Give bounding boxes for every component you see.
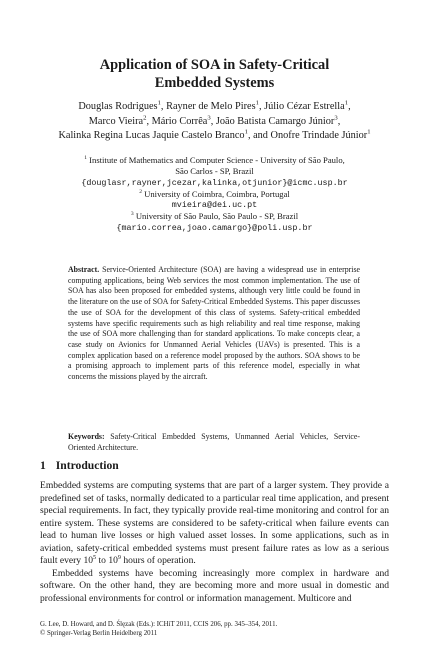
author-separator: ,	[160, 101, 167, 112]
author-name: Onofre Trindade Júnior	[270, 130, 368, 141]
author-separator: , and	[247, 130, 271, 141]
copyright-line: © Springer-Verlag Berlin Heidelberg 2011	[40, 629, 158, 637]
section-number: 1	[40, 459, 46, 472]
abstract-label: Abstract.	[68, 265, 100, 274]
author-affiliation-mark: 3	[207, 114, 211, 122]
author-name: Douglas Rodrigues	[78, 101, 158, 112]
author-name: Rayner de Melo Pires	[166, 101, 256, 112]
author-name: Mário Corrêa	[151, 115, 208, 127]
exponent: 5	[93, 554, 97, 562]
author-line-3	[14, 129, 415, 144]
author-line-2	[14, 115, 415, 130]
affiliation-2	[30, 189, 399, 200]
author-separator: ,	[348, 101, 351, 112]
paragraph-1-text: Embedded systems are computing systems that are part of a larger system. They provide a predefined set of tasks, normally dedicated to a particular real time application, and present special requirements. In fact, they typically provide real-time monitoring and control for an entire system. These systems are considered to be safety-critical when failure events can lead to human live losses or high valued asset losses. In some applications, such as in aviation, safety-critical embedded systems must present failure rates as low as a serious fault every 10	[40, 480, 389, 567]
affiliation-city: São Carlos - SP, Brazil	[175, 166, 254, 177]
paragraph-1	[40, 480, 389, 568]
title-line-2: Embedded Systems	[154, 75, 275, 91]
paragraph-1-text-cont: to 10	[96, 555, 118, 567]
section-heading	[40, 459, 119, 472]
affiliation-number: 2	[139, 189, 143, 196]
affiliation-institution: University of São Paulo, São Paulo - SP, Brazil	[135, 211, 299, 222]
affiliation-institution: Institute of Mathematics and Computer Science - University of São Paulo,	[89, 155, 345, 165]
citation-line: G. Lee, D. Howard, and D. Ślęzak (Eds.): ICHiT 2011, CCIS 206, pp. 345–354, 2011.	[40, 621, 278, 628]
paragraph-2: Embedded systems have becoming increasingly more complex in hardware and software. On the other hand, they are becoming more and more usual in domestic and professional environments for control or information management. Multicore and	[40, 567, 389, 604]
abstract	[68, 265, 360, 383]
affiliation-email: {douglasr,rayner,jcezar,kalinka,otjunior}@icmc.usp.br	[81, 177, 348, 188]
paper-title	[40, 56, 389, 92]
author-affiliation-mark: 1	[157, 99, 161, 107]
keywords-text: Safety-Critical Embedded Systems, Unmanned Aerial Vehicles, Service-Oriented Architecture.	[68, 432, 360, 452]
body-text	[40, 480, 389, 605]
keywords	[68, 432, 360, 453]
affiliation-number: 1	[84, 155, 87, 162]
author-affiliation-mark: 1	[255, 99, 259, 107]
section-title: Introduction	[55, 459, 119, 472]
paragraph-1-text-end: hours of operation.	[120, 555, 196, 567]
author-affiliation-mark: 1	[367, 128, 371, 136]
citation-footer	[40, 621, 389, 638]
author-separator: ,	[258, 101, 265, 112]
author-separator: ,	[337, 115, 341, 127]
affiliation-1	[30, 155, 399, 166]
author-name: Marco Vieira	[88, 115, 144, 127]
keywords-label: Keywords:	[68, 432, 105, 441]
title-line-1: Application of SOA in Safety-Critical	[99, 57, 330, 73]
author-list	[14, 100, 415, 144]
author-name: Júlio Cézar Estrella	[264, 101, 345, 112]
affiliation-number: 3	[130, 211, 134, 218]
affiliation-3	[30, 211, 399, 222]
author-affiliation-mark: 1	[344, 99, 349, 107]
affiliation-email: mvieira@dei.uc.pt	[171, 200, 258, 211]
exponent: 9	[117, 554, 121, 562]
author-affiliation-mark: 3	[334, 114, 338, 122]
affiliation-list	[30, 155, 399, 234]
author-affiliation-mark: 1	[244, 128, 248, 136]
author-separator: ,	[210, 115, 216, 127]
author-name: João Batista Camargo Júnior	[215, 115, 335, 127]
author-affiliation-mark: 2	[143, 114, 147, 122]
author-line-1	[14, 100, 415, 115]
abstract-text: Service-Oriented Architecture (SOA) are having a widespread use in enterprise computing applications, being Web services the most common implementation. The use of SOA has also been proposed for embedded systems, although very little could be found in the literature on the use of SOA for Safety-Critical Embedded Systems. This paper discusses the use of SOA for the development of this class of systems. Safety-critical embedded systems have specific requirements such as high reliability and real time response, making the use of SOA more challenging than for standard applications. To make concepts clear, a case study on Avionics for Unmanned Aerial Vehicles (UAVs) is presented. This is a complex application based on a reference model proposed by the authors. SOA shows to be a promising approach to implement parts of this reference model, especially in what concerns the missions played by the aircraft.	[68, 265, 360, 382]
affiliation-institution: University of Coimbra, Coimbra, Portugal	[144, 188, 290, 199]
author-name: Kalinka Regina Lucas Jaquie Castelo Branco	[58, 130, 245, 141]
author-separator: ,	[146, 115, 152, 127]
affiliation-email: {mario.correa,joao.camargo}@poli.usp.br	[116, 222, 313, 233]
